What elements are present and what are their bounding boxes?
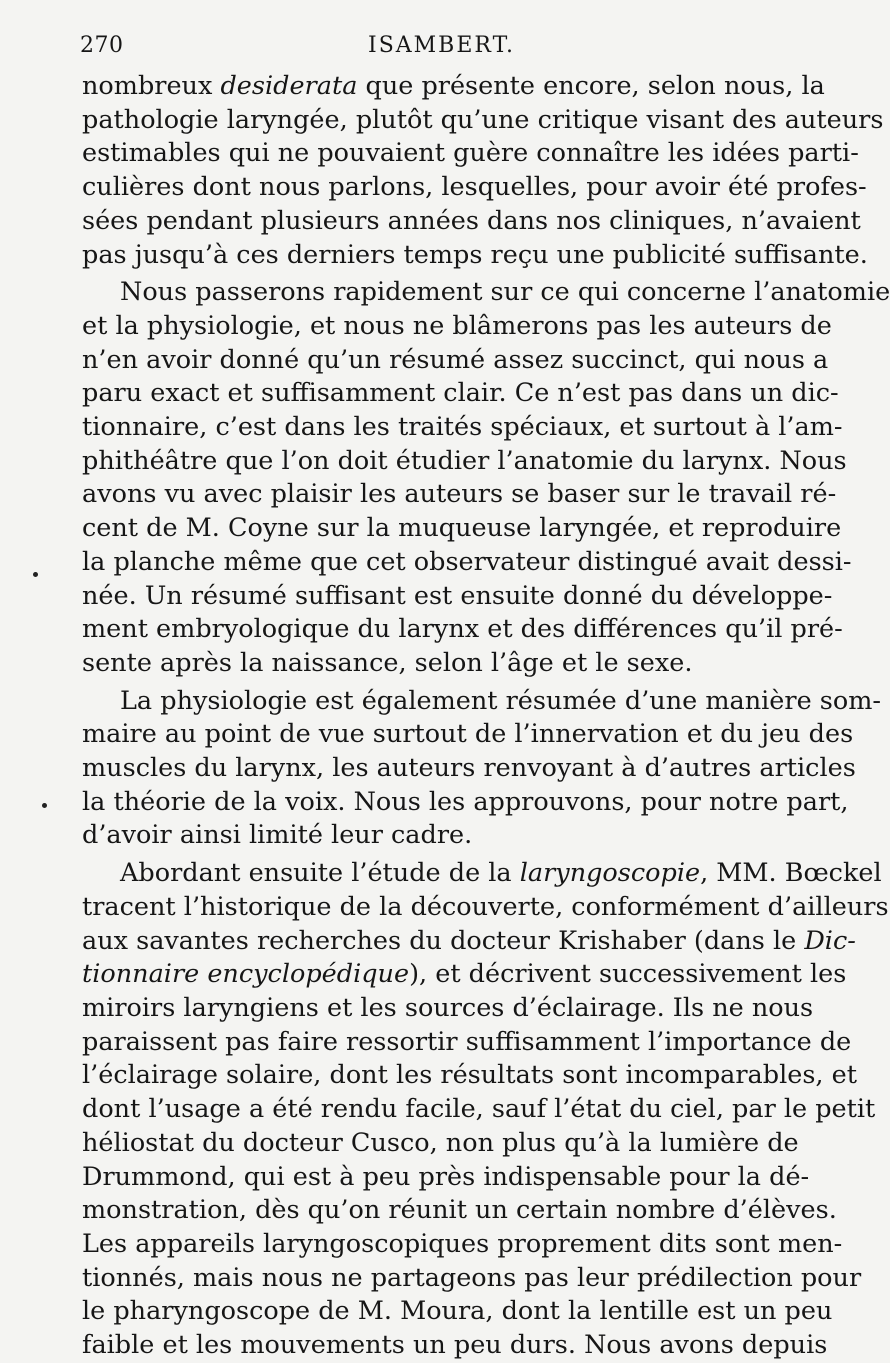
text-line: la planche même que cet observateur distingué avait dessi- bbox=[82, 546, 852, 577]
paragraph bbox=[82, 857, 889, 1363]
paragraph bbox=[82, 276, 890, 680]
text-line: faible et les mouvements un peu durs. Nous avons depuis bbox=[82, 1330, 828, 1361]
page-header bbox=[80, 33, 776, 63]
text-line: estimables qui ne pouvaient guère connaître les idées parti- bbox=[82, 138, 859, 169]
text-line: dont l’usage a été rendu facile, sauf l’état du ciel, par le petit bbox=[82, 1094, 876, 1125]
text-line: La physiologie est également résumée d’une manière som- bbox=[120, 685, 882, 716]
text-line: sente après la naissance, selon l’âge et le sexe. bbox=[82, 647, 693, 678]
margin-mark bbox=[33, 572, 38, 577]
text-line: phithéâtre que l’on doit étudier l’anatomie du larynx. Nous bbox=[82, 445, 847, 476]
italic-text: Dic- bbox=[804, 925, 856, 956]
running-head: ISAMBERT. bbox=[368, 33, 516, 58]
page-number: 270 bbox=[80, 33, 124, 58]
text-line: cent de M. Coyne sur la muqueuse laryngée, et reproduire bbox=[82, 513, 842, 544]
text-line: tracent l’historique de la découverte, conformément d’ailleurs bbox=[82, 891, 889, 922]
text-line: maire au point de vue surtout de l’innervation et du jeu des bbox=[82, 719, 854, 750]
text-line: Nous passerons rapidement sur ce qui concerne l’anatomie bbox=[120, 277, 890, 308]
text-line: nombreux desiderata que présente encore, selon nous, la bbox=[82, 71, 825, 101]
text-line: aux savantes recherches du docteur Krishaber (dans le Dic- bbox=[82, 925, 856, 956]
text-line: Les appareils laryngoscopiques proprement dits sont men- bbox=[82, 1228, 843, 1259]
italic-text: tionnaire encyclopédique bbox=[82, 959, 410, 990]
text-line: paru exact et suffisamment clair. Ce n’est pas dans un dic- bbox=[82, 378, 839, 409]
text-line: monstration, dès qu’on réunit un certain nombre d’élèves. bbox=[82, 1195, 837, 1226]
text-line: tionnés, mais nous ne partageons pas leur prédilection pour bbox=[82, 1262, 862, 1293]
text-line: l’éclairage solaire, dont les résultats sont incomparables, et bbox=[82, 1060, 857, 1091]
margin-mark bbox=[42, 803, 47, 808]
paragraph bbox=[82, 685, 882, 854]
text-line: tionnaire encyclopédique), et décrivent successivement les bbox=[82, 959, 847, 990]
italic-text: desiderata bbox=[220, 71, 358, 101]
body-text bbox=[82, 70, 890, 1363]
text-line: ment embryologique du larynx et des différences qu’il pré- bbox=[82, 614, 843, 645]
text-line: avons vu avec plaisir les auteurs se baser sur le travail ré- bbox=[82, 479, 837, 510]
text-line: Abordant ensuite l’étude de la laryngoscopie, MM. Bœckel bbox=[120, 858, 882, 889]
text-line: tionnaire, c’est dans les traités spéciaux, et surtout à l’am- bbox=[82, 412, 843, 443]
text-line: d’avoir ainsi limité leur cadre. bbox=[82, 820, 473, 851]
text-line: culières dont nous parlons, lesquelles, pour avoir été profes- bbox=[82, 172, 867, 203]
text-line: le pharyngoscope de M. Moura, dont la lentille est un peu bbox=[82, 1296, 833, 1327]
text-line: Drummond, qui est à peu près indispensable pour la dé- bbox=[82, 1161, 810, 1192]
text-line: héliostat du docteur Cusco, non plus qu’à la lumière de bbox=[82, 1127, 799, 1158]
text-line: paraissent pas faire ressortir suffisamment l’importance de bbox=[82, 1026, 852, 1057]
text-line: la théorie de la voix. Nous les approuvons, pour notre part, bbox=[82, 786, 849, 817]
text-line: pas jusqu’à ces derniers temps reçu une publicité suffisante. bbox=[82, 239, 868, 270]
text-line: pathologie laryngée, plutôt qu’une critique visant des auteurs bbox=[82, 104, 884, 135]
text-line: et la physiologie, et nous ne blâmerons pas les auteurs de bbox=[82, 310, 832, 341]
text-line: miroirs laryngiens et les sources d’éclairage. Ils ne nous bbox=[82, 992, 814, 1023]
paragraph bbox=[82, 70, 884, 272]
text-line: née. Un résumé suffisant est ensuite donné du développe- bbox=[82, 580, 833, 611]
italic-text: laryngoscopie bbox=[519, 858, 701, 889]
text-line: sées pendant plusieurs années dans nos cliniques, n’avaient bbox=[82, 205, 861, 236]
text-line: n’en avoir donné qu’un résumé assez succinct, qui nous a bbox=[82, 344, 829, 375]
text-line: muscles du larynx, les auteurs renvoyant à d’autres articles bbox=[82, 753, 856, 784]
